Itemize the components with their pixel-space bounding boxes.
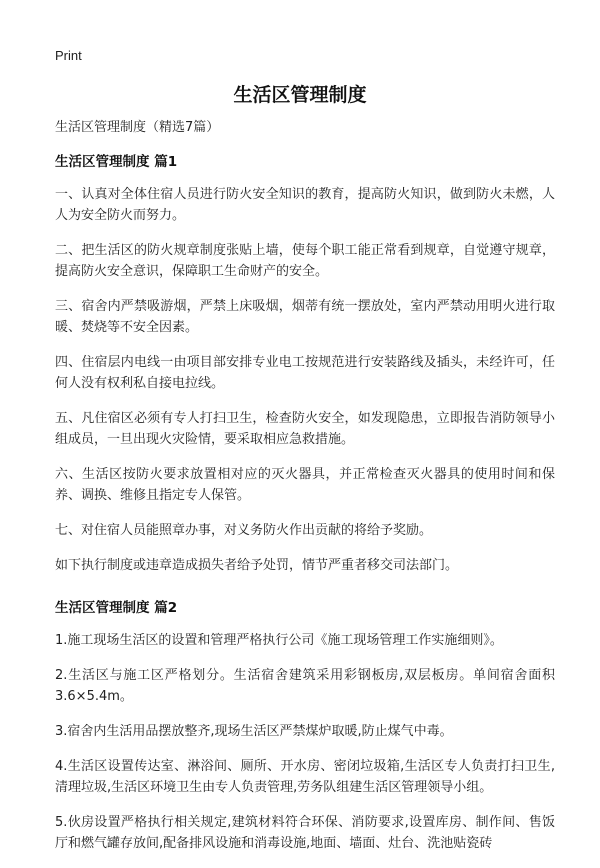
document-body xyxy=(55,118,555,868)
paragraph: 二、把生活区的防火规章制度张贴上墙，使每个职工能正常看到规章，自觉遵守规章，提高防火安全意识，保障职工生命财产的安全。 xyxy=(55,243,555,279)
paragraph: 一、认真对全体住宿人员进行防火安全知识的教育，提高防火知识，做到防火未燃，人人为安全防火而努力。 xyxy=(55,187,555,223)
paragraph: 七、对住宿人员能照章办事，对义务防火作出贡献的将给予奖励。 xyxy=(55,523,433,538)
section-heading: 生活区管理制度 篇2 xyxy=(55,600,178,616)
paragraph: 1.施工现场生活区的设置和管理严格执行公司《施工现场管理工作实施细则》。 xyxy=(55,633,503,648)
paragraph: 六、生活区按防火要求放置相对应的灭火器具，并正常检查灭火器具的使用时间和保养、调换、维修且指定专人保管。 xyxy=(55,467,555,503)
page-title: 生活区管理制度 xyxy=(233,84,367,106)
section-2 xyxy=(55,598,555,854)
paragraph: 5.伙房设置严格执行相关规定,建筑材料符合环保、消防要求,设置库房、制作间、售饭厅和燃气罐存放间,配备排风设施和消毒设施,地面、墙面、灶台、洗池贴瓷砖 xyxy=(55,815,555,851)
paragraph: 四、住宿层内电线一由项目部安排专业电工按规范进行安装路线及插头，未经许可，任何人没有权利私自接电拉线。 xyxy=(55,355,555,391)
paragraph: 3.宿舍内生活用品摆放整齐,现场生活区严禁煤炉取暖,防止煤气中毒。 xyxy=(55,724,453,739)
paragraph: 五、凡住宿区必须有专人打扫卫生，检查防火安全，如发现隐患，立即报告消防领导小组成员，一旦出现火灾险情，要采取相应急救措施。 xyxy=(55,411,555,447)
document-subtitle: 生活区管理制度（精选7篇） xyxy=(55,120,220,135)
paragraph: 三、宿舍内严禁吸游烟，严禁上床吸烟，烟蒂有统一摆放处，室内严禁动用明火进行取暖、焚烧等不安全因素。 xyxy=(55,299,555,335)
section-heading: 生活区管理制度 篇1 xyxy=(55,154,178,170)
paragraph: 4.生活区设置传达室、淋浴间、厕所、开水房、密闭垃圾箱,生活区专人负责打扫卫生,清理垃圾,生活区环境卫生由专人负责管理,劳务队组建生活区管理领导小组。 xyxy=(55,759,555,795)
paragraph: 如下执行制度或违章造成损失者给予处罚，情节严重者移交司法部门。 xyxy=(55,558,459,573)
paragraph: 2.生活区与施工区严格划分。生活宿舍建筑采用彩钢板房,双层板房。单间宿舍面积3.6×5.4m。 xyxy=(55,668,555,704)
print-link[interactable]: Print xyxy=(55,48,82,63)
section-1 xyxy=(55,152,555,576)
